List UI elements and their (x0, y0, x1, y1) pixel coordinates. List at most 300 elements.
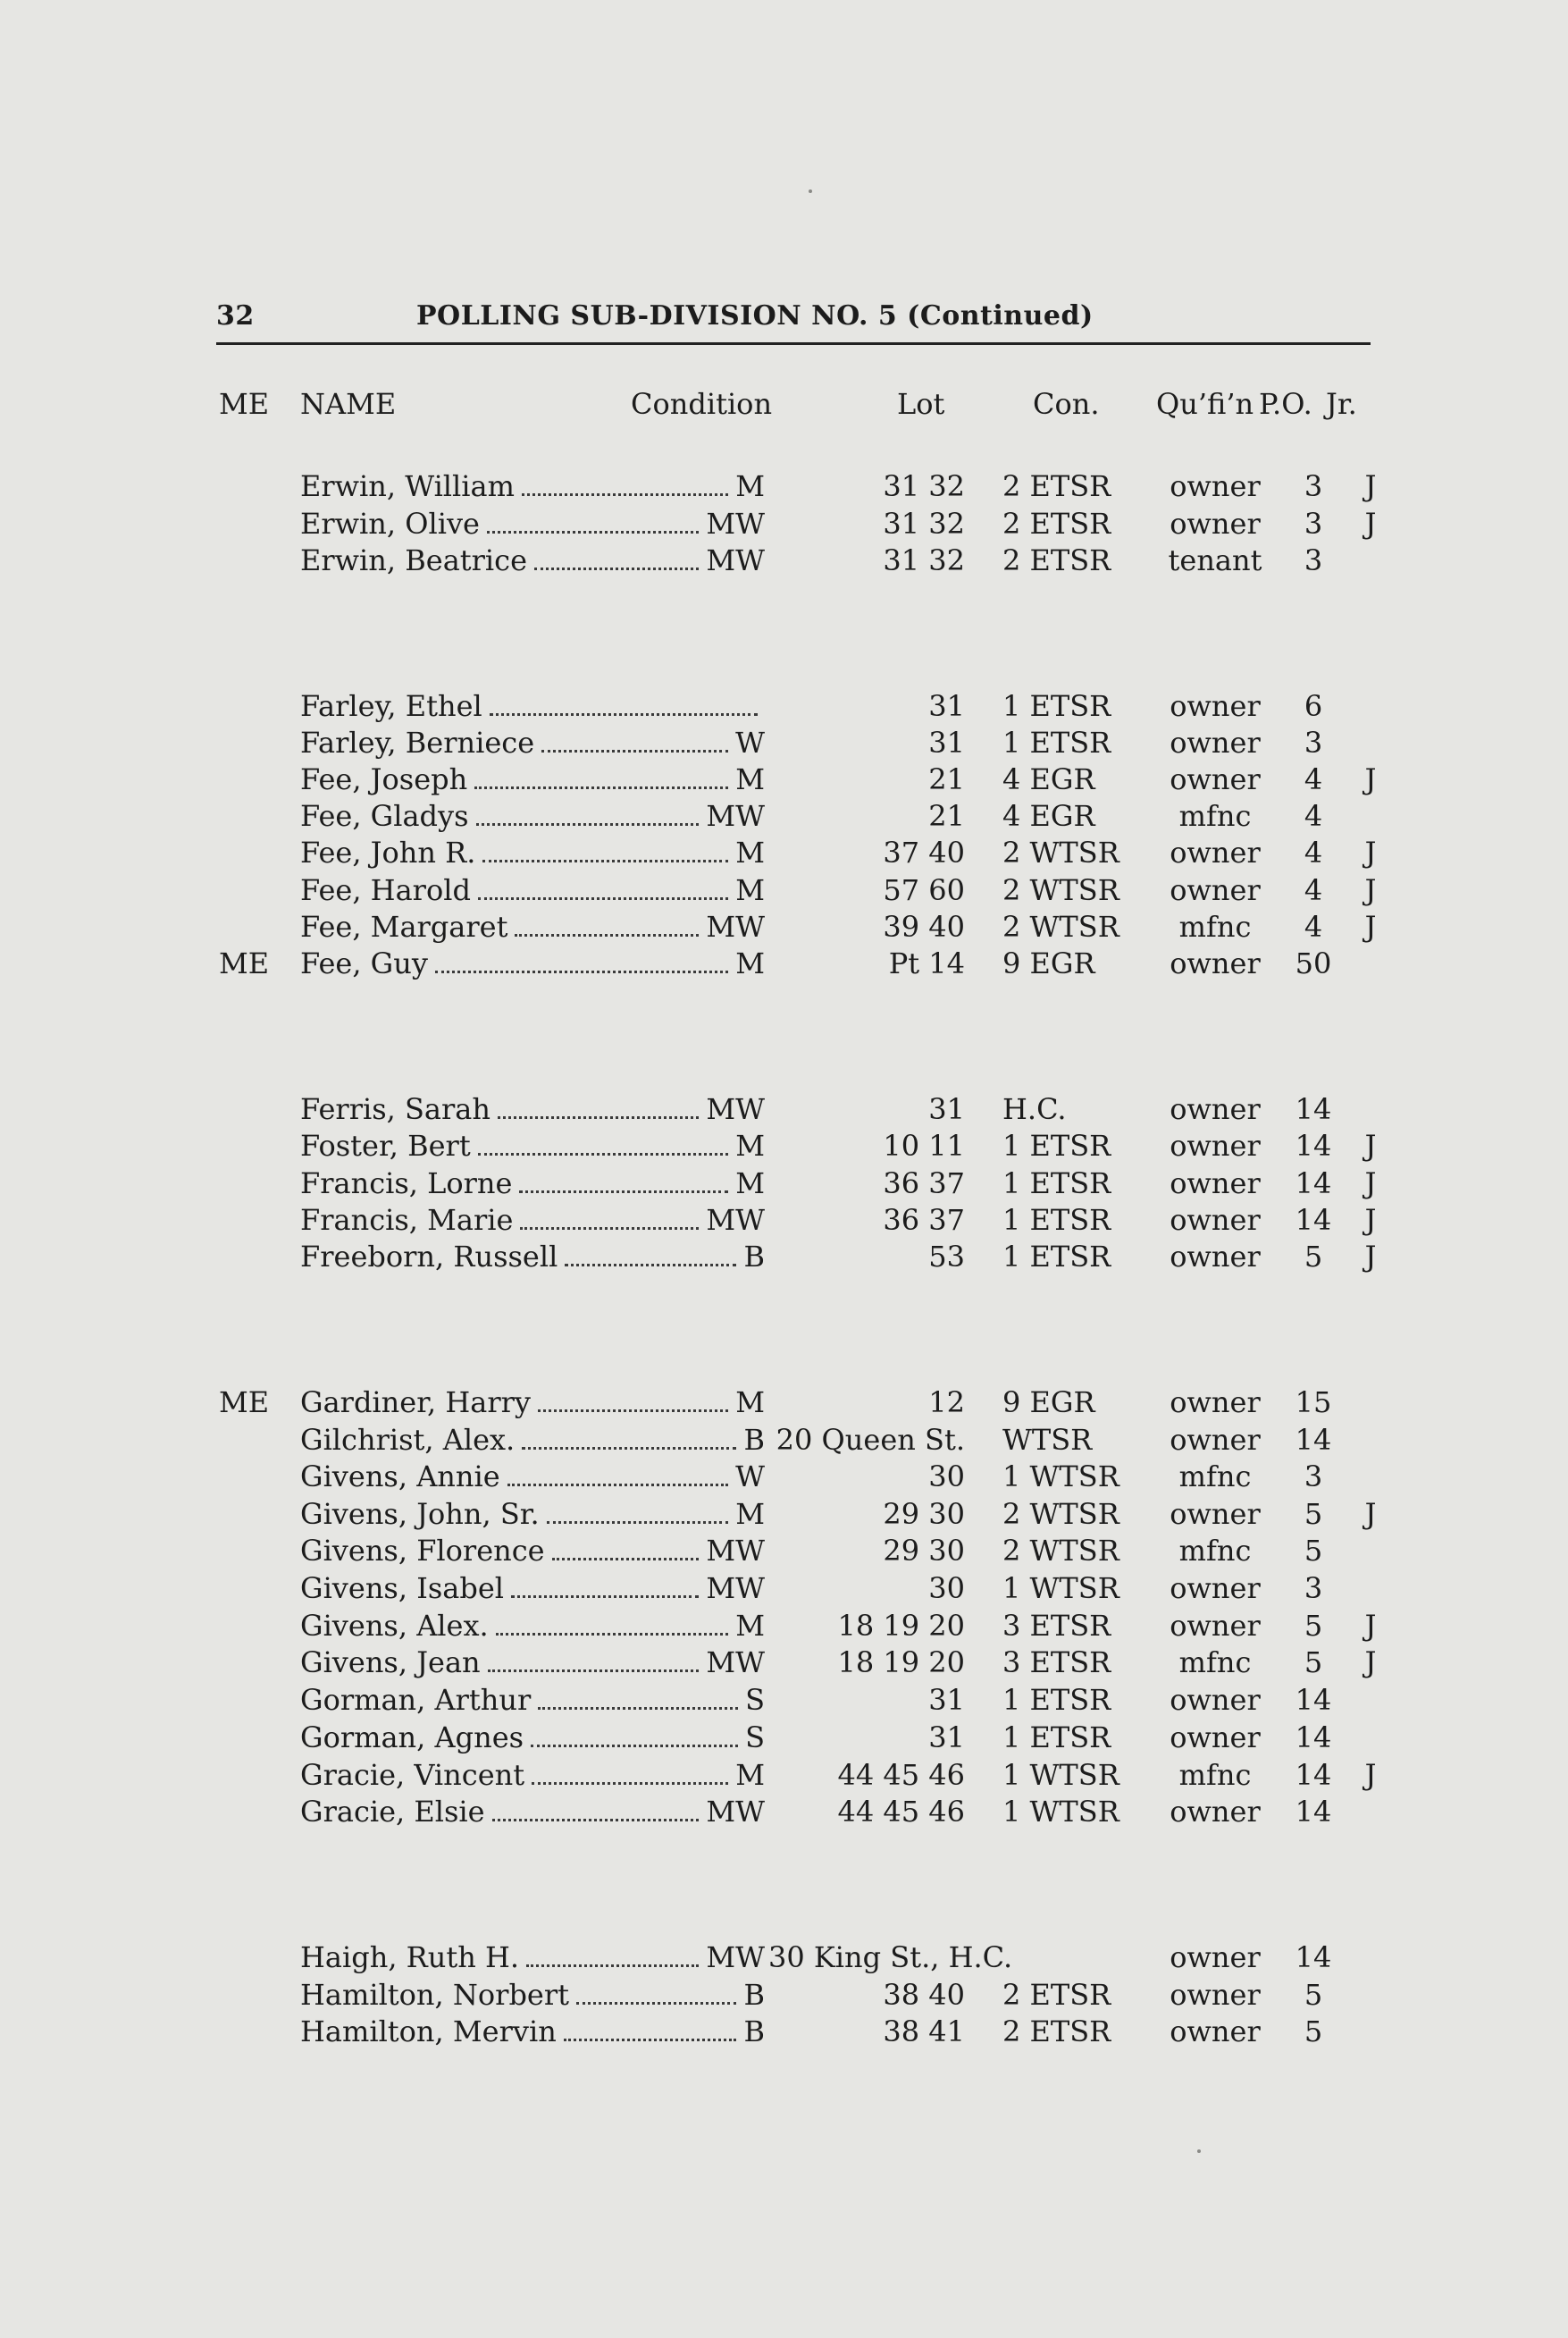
post-office: 14 (1295, 1683, 1332, 1717)
concession: 4 EGR (1002, 762, 1095, 796)
lot: 31 (928, 1683, 965, 1717)
juror-mark: J (1364, 1166, 1377, 1200)
lot: Pt 14 (888, 946, 965, 980)
juror-mark: J (1364, 1497, 1377, 1531)
post-office: 5 (1304, 1978, 1323, 2012)
dot-leader (576, 1997, 736, 2005)
juror-mark: J (1364, 836, 1377, 870)
condition: MW (706, 1534, 765, 1568)
voter-name: Givens, Alex. (300, 1609, 489, 1643)
voter-name: Francis, Marie (300, 1203, 514, 1237)
condition: M (735, 762, 765, 796)
post-office: 3 (1304, 726, 1323, 760)
concession: 2 WTSR (1002, 836, 1119, 870)
juror-mark: J (1364, 507, 1377, 541)
column-header-me: ME (219, 387, 270, 421)
voter-name: Farley, Berniece (300, 726, 535, 760)
name-cell (300, 1092, 765, 1126)
lot: 44 45 46 (837, 1758, 965, 1792)
post-office: 4 (1304, 836, 1323, 870)
lot: 38 41 (883, 2014, 965, 2048)
lot: 57 60 (883, 873, 965, 907)
juror-mark: J (1364, 469, 1377, 503)
voter-name: Gracie, Vincent (300, 1758, 525, 1792)
name-cell (300, 689, 765, 723)
voter-name: Fee, Guy (300, 946, 428, 980)
lot: 39 40 (883, 910, 965, 944)
juror-mark: J (1364, 1240, 1377, 1274)
paper-speck (809, 189, 812, 193)
condition: M (735, 836, 765, 870)
dot-leader (522, 1442, 736, 1450)
voter-row (0, 1203, 1568, 1240)
qualification: owner (1170, 1385, 1261, 1419)
condition: MW (706, 1940, 765, 1974)
qualification: owner (1170, 689, 1261, 723)
lot: 37 40 (883, 836, 965, 870)
post-office: 14 (1295, 1203, 1332, 1237)
dot-leader (538, 1702, 738, 1710)
post-office: 5 (1304, 1609, 1323, 1643)
condition: B (743, 1240, 765, 1274)
condition: M (735, 1385, 765, 1419)
voter-name: Erwin, William (300, 469, 515, 503)
page-number: 32 (216, 300, 255, 332)
voter-row (0, 836, 1568, 873)
condition: M (735, 1758, 765, 1792)
name-cell (300, 1978, 765, 2012)
juror-mark: J (1364, 762, 1377, 796)
condition: MW (706, 543, 765, 577)
voter-row (0, 1645, 1568, 1683)
name-cell (300, 1459, 765, 1493)
post-office: 14 (1295, 1795, 1332, 1829)
concession: 2 ETSR (1002, 1978, 1111, 2012)
column-header-name: NAME (300, 387, 397, 421)
concession: 1 ETSR (1002, 1683, 1111, 1717)
name-cell (300, 836, 765, 870)
qualification: mfnc (1178, 1459, 1252, 1493)
lot: 30 (928, 1459, 965, 1493)
voter-name: Givens, Annie (300, 1459, 500, 1493)
dot-leader (541, 744, 728, 753)
dot-leader (534, 562, 699, 570)
lot: 18 19 20 (837, 1609, 965, 1643)
post-office: 3 (1304, 1571, 1323, 1605)
voter-row (0, 762, 1568, 800)
name-cell (300, 1129, 765, 1163)
dot-leader (522, 488, 728, 496)
condition: M (735, 469, 765, 503)
post-office: 50 (1295, 946, 1332, 980)
lot: 29 30 (883, 1534, 965, 1568)
post-office: 6 (1304, 689, 1323, 723)
voter-row (0, 1609, 1568, 1646)
column-header-condition: Condition (631, 387, 773, 421)
voter-row (0, 1129, 1568, 1166)
column-header-qualification: Qu’fi’n (1156, 387, 1254, 421)
lot: 30 King St., H.C. (768, 1940, 1013, 1974)
qualification: owner (1170, 1795, 1261, 1829)
name-cell (300, 1203, 765, 1237)
name-cell (300, 1423, 765, 1457)
condition: M (735, 1609, 765, 1643)
concession: 1 WTSR (1002, 1758, 1119, 1792)
lot: 31 (928, 1092, 965, 1126)
name-cell (300, 1240, 765, 1274)
dot-leader (564, 2033, 737, 2041)
condition: W (735, 1459, 765, 1493)
post-office: 5 (1304, 1497, 1323, 1531)
concession: 2 WTSR (1002, 910, 1119, 944)
concession: 2 WTSR (1002, 1534, 1119, 1568)
lot: 21 (928, 762, 965, 796)
qualification: owner (1170, 1240, 1261, 1274)
post-office: 14 (1295, 1129, 1332, 1163)
lot: 31 (928, 1720, 965, 1754)
dot-leader (520, 1222, 699, 1230)
me-marker: ME (219, 946, 270, 980)
qualification: mfnc (1178, 910, 1252, 944)
condition: M (735, 946, 765, 980)
post-office: 3 (1304, 1459, 1323, 1493)
qualification: tenant (1168, 543, 1262, 577)
qualification: owner (1170, 1720, 1261, 1754)
condition: MW (706, 1092, 765, 1126)
qualification: owner (1170, 1092, 1261, 1126)
condition: MW (706, 1571, 765, 1605)
dot-leader (526, 1959, 699, 1967)
concession: 1 WTSR (1002, 1571, 1119, 1605)
voter-name: Gracie, Elsie (300, 1795, 485, 1829)
qualification: owner (1170, 946, 1261, 980)
post-office: 4 (1304, 910, 1323, 944)
concession: 9 EGR (1002, 1385, 1095, 1419)
concession: 1 ETSR (1002, 1166, 1111, 1200)
dot-leader (496, 1627, 729, 1636)
lot: 31 32 (883, 543, 965, 577)
qualification: mfnc (1178, 799, 1252, 833)
post-office: 4 (1304, 762, 1323, 796)
qualification: owner (1170, 836, 1261, 870)
juror-mark: J (1364, 1609, 1377, 1643)
qualification: owner (1170, 1940, 1261, 1974)
concession: 2 WTSR (1002, 1497, 1119, 1531)
voter-name: Erwin, Beatrice (300, 543, 528, 577)
juror-mark: J (1364, 1203, 1377, 1237)
name-cell (300, 1683, 765, 1717)
name-cell (300, 726, 765, 760)
page-title: POLLING SUB-DIVISION NO. 5 (Continued) (416, 300, 1094, 332)
concession: 3 ETSR (1002, 1609, 1111, 1643)
dot-leader (515, 929, 699, 937)
condition: S (745, 1720, 765, 1754)
post-office: 14 (1295, 1166, 1332, 1200)
qualification: owner (1170, 1571, 1261, 1605)
voter-row (0, 2014, 1568, 2052)
name-cell (300, 1571, 765, 1605)
dot-leader (476, 818, 700, 826)
dot-leader (474, 781, 728, 789)
concession: 1 ETSR (1002, 726, 1111, 760)
condition: M (735, 873, 765, 907)
name-cell (300, 2014, 765, 2048)
concession: H.C. (1002, 1092, 1067, 1126)
voter-name: Givens, Florence (300, 1534, 545, 1568)
name-cell (300, 1940, 765, 1974)
condition: B (743, 2014, 765, 2048)
juror-mark: J (1364, 910, 1377, 944)
qualification: mfnc (1178, 1534, 1252, 1568)
voter-name: Francis, Lorne (300, 1166, 513, 1200)
name-cell (300, 1758, 765, 1792)
lot: 30 (928, 1571, 965, 1605)
voter-name: Fee, Harold (300, 873, 471, 907)
dot-leader (435, 965, 728, 973)
voter-row (0, 910, 1568, 947)
concession: 2 ETSR (1002, 543, 1111, 577)
voter-row (0, 543, 1568, 581)
voter-row (0, 1758, 1568, 1796)
voter-row (0, 726, 1568, 763)
lot: 20 Queen St. (776, 1423, 965, 1457)
voter-row (0, 469, 1568, 507)
concession: WTSR (1002, 1423, 1093, 1457)
name-cell (300, 762, 765, 796)
condition: MW (706, 799, 765, 833)
dot-leader (478, 892, 728, 900)
concession: 2 ETSR (1002, 2014, 1111, 2048)
concession: 9 EGR (1002, 946, 1095, 980)
dot-leader (498, 1111, 699, 1119)
qualification: owner (1170, 1683, 1261, 1717)
juror-mark: J (1364, 1758, 1377, 1792)
name-cell (300, 543, 765, 577)
qualification: mfnc (1178, 1645, 1252, 1679)
lot: 12 (928, 1385, 965, 1419)
dot-leader (487, 526, 699, 534)
name-cell (300, 1497, 765, 1531)
qualification: owner (1170, 469, 1261, 503)
name-cell (300, 1385, 765, 1419)
voter-name: Fee, John R. (300, 836, 476, 870)
dot-leader (490, 708, 758, 716)
voter-row (0, 946, 1568, 984)
qualification: owner (1170, 726, 1261, 760)
paper-speck (1197, 2149, 1201, 2153)
post-office: 3 (1304, 507, 1323, 541)
condition: MW (706, 1795, 765, 1829)
name-cell (300, 873, 765, 907)
voter-row (0, 1092, 1568, 1130)
concession: 2 WTSR (1002, 873, 1119, 907)
concession: 3 ETSR (1002, 1645, 1111, 1679)
header-rule (216, 342, 1371, 345)
qualification: owner (1170, 1129, 1261, 1163)
dot-leader (478, 1148, 729, 1156)
column-header-po: P.O. (1259, 387, 1312, 421)
voter-name: Fee, Joseph (300, 762, 468, 796)
dot-leader (552, 1552, 700, 1560)
qualification: owner (1170, 1609, 1261, 1643)
post-office: 4 (1304, 799, 1323, 833)
qualification: owner (1170, 507, 1261, 541)
concession: 1 ETSR (1002, 1129, 1111, 1163)
voter-row (0, 1720, 1568, 1758)
post-office: 14 (1295, 1720, 1332, 1754)
name-cell (300, 946, 765, 980)
dot-leader (531, 1739, 738, 1747)
column-header-lot: Lot (897, 387, 945, 421)
voter-row (0, 1940, 1568, 1978)
lot: 36 37 (883, 1203, 965, 1237)
post-office: 5 (1304, 1240, 1323, 1274)
voter-name: Erwin, Olive (300, 507, 480, 541)
condition: M (735, 1129, 765, 1163)
dot-leader (482, 854, 728, 862)
voter-name: Givens, John, Sr. (300, 1497, 540, 1531)
concession: 1 WTSR (1002, 1459, 1119, 1493)
voter-row (0, 1240, 1568, 1277)
lot: 31 (928, 689, 965, 723)
lot: 21 (928, 799, 965, 833)
voter-name: Gorman, Arthur (300, 1683, 532, 1717)
qualification: owner (1170, 873, 1261, 907)
lot: 31 (928, 726, 965, 760)
condition: S (745, 1683, 765, 1717)
qualification: owner (1170, 1497, 1261, 1531)
qualification: owner (1170, 1423, 1261, 1457)
post-office: 15 (1295, 1385, 1332, 1419)
voter-name: Fee, Gladys (300, 799, 469, 833)
concession: 1 ETSR (1002, 1720, 1111, 1754)
condition: MW (706, 507, 765, 541)
lot: 31 32 (883, 469, 965, 503)
voter-name: Fee, Margaret (300, 910, 508, 944)
voter-name: Foster, Bert (300, 1129, 471, 1163)
dot-leader (532, 1777, 728, 1785)
post-office: 5 (1304, 2014, 1323, 2048)
post-office: 3 (1304, 543, 1323, 577)
voter-row (0, 873, 1568, 911)
dot-leader (488, 1664, 700, 1672)
dot-leader (538, 1404, 728, 1412)
lot: 44 45 46 (837, 1795, 965, 1829)
name-cell (300, 1645, 765, 1679)
name-cell (300, 910, 765, 944)
lot: 18 19 20 (837, 1645, 965, 1679)
juror-mark: J (1364, 1129, 1377, 1163)
concession: 2 ETSR (1002, 507, 1111, 541)
condition: MW (706, 1645, 765, 1679)
column-header-jr: Jr. (1326, 387, 1357, 421)
post-office: 5 (1304, 1534, 1323, 1568)
concession: 1 ETSR (1002, 689, 1111, 723)
post-office: 14 (1295, 1940, 1332, 1974)
name-cell (300, 1720, 765, 1754)
voter-row (0, 1459, 1568, 1497)
lot: 36 37 (883, 1166, 965, 1200)
voter-name: Gorman, Agnes (300, 1720, 524, 1754)
post-office: 14 (1295, 1758, 1332, 1792)
name-cell (300, 799, 765, 833)
voter-name: Gilchrist, Alex. (300, 1423, 516, 1457)
voter-row (0, 799, 1568, 837)
dot-leader (507, 1478, 728, 1486)
juror-mark: J (1364, 873, 1377, 907)
voter-row (0, 1978, 1568, 2015)
qualification: mfnc (1178, 1758, 1252, 1792)
voter-name: Gardiner, Harry (300, 1385, 531, 1419)
juror-mark: J (1364, 1645, 1377, 1679)
dot-leader (547, 1516, 729, 1524)
post-office: 14 (1295, 1092, 1332, 1126)
name-cell (300, 1795, 765, 1829)
name-cell (300, 1166, 765, 1200)
dot-leader (492, 1813, 700, 1821)
voter-row (0, 689, 1568, 727)
page-header (216, 300, 1369, 343)
concession: 1 ETSR (1002, 1240, 1111, 1274)
qualification: owner (1170, 2014, 1261, 2048)
lot: 31 32 (883, 507, 965, 541)
voter-name: Ferris, Sarah (300, 1092, 491, 1126)
voter-row (0, 1795, 1568, 1832)
condition: B (743, 1423, 765, 1457)
voter-name: Farley, Ethel (300, 689, 482, 723)
qualification: owner (1170, 1203, 1261, 1237)
post-office: 14 (1295, 1423, 1332, 1457)
voter-row (0, 1683, 1568, 1720)
name-cell (300, 469, 765, 503)
voter-row (0, 1571, 1568, 1609)
lot: 29 30 (883, 1497, 965, 1531)
me-marker: ME (219, 1385, 270, 1419)
voter-name: Givens, Jean (300, 1645, 481, 1679)
dot-leader (511, 1590, 699, 1598)
condition: B (743, 1978, 765, 2012)
lot: 38 40 (883, 1978, 965, 2012)
condition: M (735, 1166, 765, 1200)
post-office: 4 (1304, 873, 1323, 907)
name-cell (300, 1534, 765, 1568)
voter-row (0, 1534, 1568, 1571)
column-header-con: Con. (1033, 387, 1100, 421)
voter-row (0, 1166, 1568, 1204)
voter-name: Givens, Isabel (300, 1571, 504, 1605)
voter-name: Haigh, Ruth H. (300, 1940, 520, 1974)
voter-row (0, 507, 1568, 544)
voter-name: Freeborn, Russell (300, 1240, 558, 1274)
voter-name: Hamilton, Mervin (300, 2014, 557, 2048)
name-cell (300, 1609, 765, 1643)
post-office: 5 (1304, 1645, 1323, 1679)
concession: 1 ETSR (1002, 1203, 1111, 1237)
condition: MW (706, 910, 765, 944)
lot: 53 (928, 1240, 965, 1274)
condition: W (735, 726, 765, 760)
voter-row (0, 1423, 1568, 1460)
concession: 2 ETSR (1002, 469, 1111, 503)
voter-row (0, 1497, 1568, 1535)
post-office: 3 (1304, 469, 1323, 503)
qualification: owner (1170, 1978, 1261, 2012)
qualification: owner (1170, 762, 1261, 796)
dot-leader (519, 1185, 728, 1193)
condition: M (735, 1497, 765, 1531)
concession: 4 EGR (1002, 799, 1095, 833)
condition: MW (706, 1203, 765, 1237)
